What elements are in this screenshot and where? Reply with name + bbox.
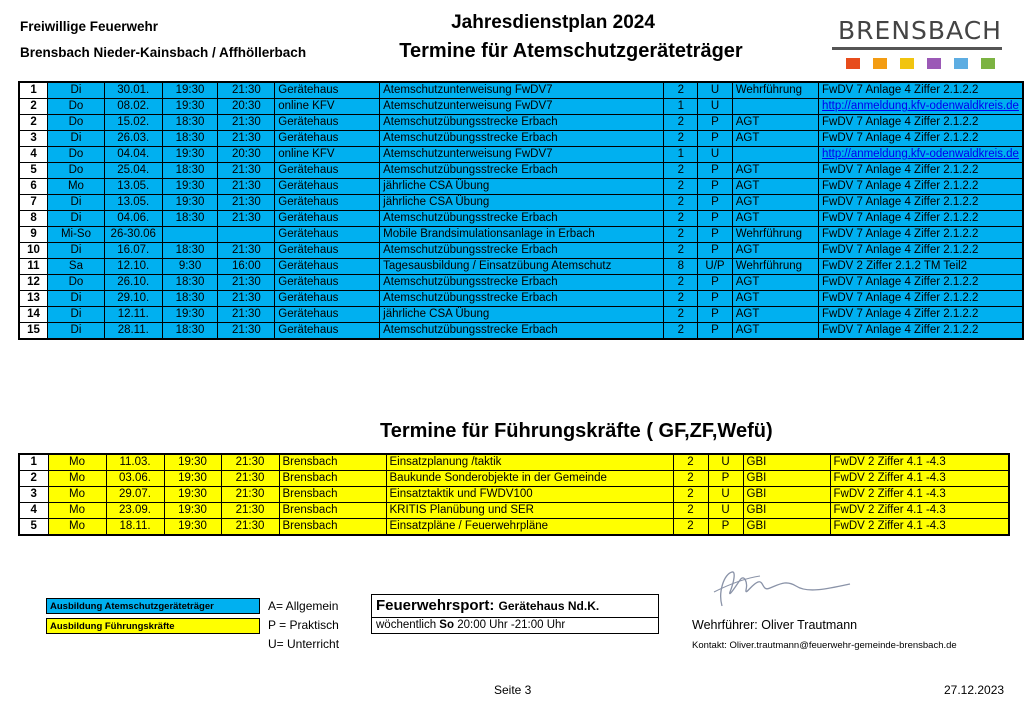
cell-date: 26.03. <box>104 131 162 147</box>
cell-ref: FwDV 2 Ziffer 4.1 -4.3 <box>830 519 1009 536</box>
sport-location: Gerätehaus Nd.K. <box>498 599 600 613</box>
cell-to: 21:30 <box>221 471 279 487</box>
cell-to: 20:30 <box>218 147 275 163</box>
cell-ref <box>819 147 1024 163</box>
table-row <box>19 163 1023 179</box>
cell-hours: 8 <box>664 259 698 275</box>
table-row <box>19 195 1023 211</box>
cell-from: 19:30 <box>164 519 221 536</box>
cell-place: Gerätehaus <box>275 291 380 307</box>
cell-nr: 8 <box>19 211 48 227</box>
cell-topic: Atemschutzunterweisung FwDV7 <box>380 99 664 115</box>
table-row <box>19 82 1023 99</box>
sport-header <box>372 595 658 618</box>
cell-by: AGT <box>732 211 818 227</box>
table-row <box>19 99 1023 115</box>
cell-place: Gerätehaus <box>275 307 380 323</box>
cell-by: AGT <box>732 131 818 147</box>
cell-type: P <box>708 519 743 536</box>
cell-hours: 2 <box>664 163 698 179</box>
cell-hours: 2 <box>664 211 698 227</box>
cell-type: P <box>698 275 733 291</box>
cell-place: Gerätehaus <box>275 275 380 291</box>
cell-date: 12.11. <box>104 307 162 323</box>
cell-by: AGT <box>732 291 818 307</box>
cell-type: P <box>698 307 733 323</box>
cell-ref: FwDV 7 Anlage 4 Ziffer 2.1.2.2 <box>819 211 1024 227</box>
cell-day: Di <box>48 211 105 227</box>
table-row <box>19 227 1023 243</box>
cell-day: Sa <box>48 259 105 275</box>
cell-ref: FwDV 2 Ziffer 4.1 -4.3 <box>830 454 1009 471</box>
cell-to: 21:30 <box>218 163 275 179</box>
cell-to: 21:30 <box>218 323 275 340</box>
cell-from: 18:30 <box>162 211 218 227</box>
cell-by: GBI <box>743 487 830 503</box>
cell-nr: 12 <box>19 275 48 291</box>
cell-to: 21:30 <box>218 291 275 307</box>
cell-hours: 1 <box>664 147 698 163</box>
cell-type: U <box>708 454 743 471</box>
cell-topic: Atemschutzübungsstrecke Erbach <box>380 323 664 340</box>
cell-day: Di <box>48 243 105 259</box>
cell-date: 11.03. <box>106 454 164 471</box>
cell-hours: 2 <box>673 471 708 487</box>
cell-type: P <box>698 291 733 307</box>
cell-nr: 4 <box>19 147 48 163</box>
table-row <box>19 519 1009 536</box>
cell-ref: FwDV 7 Anlage 4 Ziffer 2.1.2.2 <box>819 163 1024 179</box>
cell-to: 21:30 <box>218 211 275 227</box>
cell-to: 21:30 <box>221 503 279 519</box>
cell-topic: jährliche CSA Übung <box>380 179 664 195</box>
cell-date: 12.10. <box>104 259 162 275</box>
cell-nr: 1 <box>19 454 48 471</box>
cell-place: Gerätehaus <box>275 227 380 243</box>
cell-ref: FwDV 2 Ziffer 4.1 -4.3 <box>830 471 1009 487</box>
cell-date: 28.11. <box>104 323 162 340</box>
cell-place: Gerätehaus <box>275 82 380 99</box>
cell-day: Do <box>48 275 105 291</box>
cell-from: 19:30 <box>162 82 218 99</box>
cell-hours: 2 <box>664 323 698 340</box>
cell-nr: 1 <box>19 82 48 99</box>
cell-by: AGT <box>732 243 818 259</box>
cell-day: Di <box>48 291 105 307</box>
cell-from: 9:30 <box>162 259 218 275</box>
table-row <box>19 454 1009 471</box>
cell-from: 19:30 <box>162 307 218 323</box>
cell-date: 18.11. <box>106 519 164 536</box>
table-row <box>19 323 1023 340</box>
cell-ref <box>819 99 1024 115</box>
legend-key-a: A= Allgemein <box>268 599 339 613</box>
cell-nr: 2 <box>19 115 48 131</box>
table-row <box>19 291 1023 307</box>
cell-hours: 2 <box>664 227 698 243</box>
cell-to: 21:30 <box>218 179 275 195</box>
cell-ref: FwDV 7 Anlage 4 Ziffer 2.1.2.2 <box>819 82 1024 99</box>
legend-key-u: U= Unterricht <box>268 637 340 651</box>
cell-date: 13.05. <box>104 195 162 211</box>
atemschutz-table <box>18 81 1024 340</box>
cell-from: 19:30 <box>162 99 218 115</box>
cell-to: 21:30 <box>218 195 275 211</box>
logo-text: BRENSBACH <box>838 16 1002 45</box>
table-row <box>19 147 1023 163</box>
cell-by: Wehrführung <box>732 227 818 243</box>
cell-from: 19:30 <box>164 454 221 471</box>
cell-nr: 2 <box>19 99 48 115</box>
section-title-fuehrung: Termine für Führungskräfte ( GF,ZF,Wefü) <box>380 420 773 442</box>
table-row <box>19 131 1023 147</box>
cell-day: Di <box>48 131 105 147</box>
cell-date: 04.06. <box>104 211 162 227</box>
cell-to: 21:30 <box>218 275 275 291</box>
cell-type: U/P <box>698 259 733 275</box>
cell-date: 16.07. <box>104 243 162 259</box>
cell-by: AGT <box>732 163 818 179</box>
cell-place: Gerätehaus <box>275 163 380 179</box>
cell-type: P <box>698 179 733 195</box>
cell-place: Brensbach <box>279 503 386 519</box>
legend-key-p: P = Praktisch <box>268 618 339 632</box>
cell-by: AGT <box>732 323 818 340</box>
cell-place: Brensbach <box>279 454 386 471</box>
cell-type: P <box>698 115 733 131</box>
cell-day: Di <box>48 195 105 211</box>
cell-date: 04.04. <box>104 147 162 163</box>
cell-day: Mi-So <box>48 227 105 243</box>
cell-ref: FwDV 7 Anlage 4 Ziffer 2.1.2.2 <box>819 307 1024 323</box>
cell-from: 18:30 <box>162 323 218 340</box>
cell-type: P <box>698 163 733 179</box>
cell-day: Do <box>48 115 105 131</box>
cell-date: 29.07. <box>106 487 164 503</box>
organization-header <box>20 14 306 66</box>
cell-from: 19:30 <box>164 487 221 503</box>
cell-hours: 2 <box>664 131 698 147</box>
cell-nr: 4 <box>19 503 48 519</box>
cell-hours: 2 <box>664 291 698 307</box>
cell-type: P <box>698 323 733 340</box>
registration-link[interactable]: http://anmeldung.kfv-odenwaldkreis.de <box>822 100 1019 112</box>
cell-from: 18:30 <box>162 243 218 259</box>
cell-hours: 2 <box>664 275 698 291</box>
cell-day: Di <box>48 323 105 340</box>
logo-square <box>927 58 941 69</box>
cell-ref: FwDV 2 Ziffer 4.1 -4.3 <box>830 487 1009 503</box>
fuehrung-table <box>18 453 1010 536</box>
cell-date: 15.02. <box>104 115 162 131</box>
registration-link[interactable]: http://anmeldung.kfv-odenwaldkreis.de <box>822 148 1019 160</box>
org-line-2: Brensbach Nieder-Kainsbach / Affhöllerbach <box>20 45 307 60</box>
cell-topic: Atemschutzübungsstrecke Erbach <box>380 163 664 179</box>
document-date: 27.12.2023 <box>944 683 1005 697</box>
cell-ref: FwDV 2 Ziffer 2.1.2 TM Teil2 <box>819 259 1024 275</box>
cell-to <box>218 227 275 243</box>
cell-nr: 3 <box>19 131 48 147</box>
cell-place: Brensbach <box>279 487 386 503</box>
cell-topic: jährliche CSA Übung <box>380 307 664 323</box>
cell-place: Gerätehaus <box>275 323 380 340</box>
cell-ref: FwDV 7 Anlage 4 Ziffer 2.1.2.2 <box>819 115 1024 131</box>
cell-hours: 2 <box>673 503 708 519</box>
logo-square <box>873 58 887 69</box>
cell-day: Mo <box>48 454 106 471</box>
cell-hours: 1 <box>664 99 698 115</box>
cell-type: P <box>708 471 743 487</box>
cell-from <box>162 227 218 243</box>
logo-square <box>846 58 860 69</box>
cell-from: 18:30 <box>162 131 218 147</box>
cell-type: P <box>698 195 733 211</box>
cell-to: 21:30 <box>218 115 275 131</box>
contact-email: Kontakt: Oliver.trautmann@feuerwehr-gemeinde-brensbach.de <box>692 640 957 651</box>
cell-nr: 15 <box>19 323 48 340</box>
cell-date: 13.05. <box>104 179 162 195</box>
cell-hours: 2 <box>673 487 708 503</box>
table-row <box>19 307 1023 323</box>
cell-day: Mo <box>48 179 105 195</box>
cell-place: Gerätehaus <box>275 131 380 147</box>
page-title: Jahresdienstplan 2024 <box>451 12 655 33</box>
cell-place: Gerätehaus <box>275 243 380 259</box>
table-row <box>19 243 1023 259</box>
org-line-1: Freiwillige Feuerwehr <box>20 19 159 34</box>
cell-ref: FwDV 2 Ziffer 4.1 -4.3 <box>830 503 1009 519</box>
cell-by: AGT <box>732 275 818 291</box>
cell-nr: 5 <box>19 163 48 179</box>
cell-by: AGT <box>732 307 818 323</box>
cell-ref: FwDV 7 Anlage 4 Ziffer 2.1.2.2 <box>819 291 1024 307</box>
cell-to: 21:30 <box>218 82 275 99</box>
cell-topic: Atemschutzübungsstrecke Erbach <box>380 211 664 227</box>
cell-type: U <box>698 147 733 163</box>
cell-place: Gerätehaus <box>275 195 380 211</box>
cell-type: U <box>698 82 733 99</box>
cell-to: 16:00 <box>218 259 275 275</box>
cell-nr: 6 <box>19 179 48 195</box>
cell-type: U <box>708 503 743 519</box>
cell-nr: 11 <box>19 259 48 275</box>
cell-place: Brensbach <box>279 471 386 487</box>
legend-blue: Ausbildung Atemschutzgeräteträger <box>46 598 260 614</box>
cell-place: Gerätehaus <box>275 259 380 275</box>
cell-ref: FwDV 7 Anlage 4 Ziffer 2.1.2.2 <box>819 179 1024 195</box>
cell-type: P <box>698 243 733 259</box>
logo-square <box>981 58 995 69</box>
cell-date: 25.04. <box>104 163 162 179</box>
cell-type: P <box>698 211 733 227</box>
cell-hours: 2 <box>673 454 708 471</box>
cell-topic: Atemschutzunterweisung FwDV7 <box>380 82 664 99</box>
cell-by <box>732 147 818 163</box>
cell-date: 23.09. <box>106 503 164 519</box>
sport-schedule <box>372 618 658 633</box>
cell-to: 21:30 <box>221 519 279 536</box>
cell-by: GBI <box>743 519 830 536</box>
cell-by: AGT <box>732 195 818 211</box>
cell-nr: 10 <box>19 243 48 259</box>
sport-schedule-day: So <box>439 619 454 631</box>
cell-from: 19:30 <box>164 503 221 519</box>
cell-hours: 2 <box>664 307 698 323</box>
cell-place: Gerätehaus <box>275 211 380 227</box>
page-number: Seite 3 <box>494 683 532 697</box>
cell-topic: Atemschutzübungsstrecke Erbach <box>380 291 664 307</box>
cell-by <box>732 99 818 115</box>
cell-from: 18:30 <box>162 291 218 307</box>
cell-place: online KFV <box>275 99 380 115</box>
cell-nr: 13 <box>19 291 48 307</box>
cell-to: 21:30 <box>218 243 275 259</box>
cell-by: GBI <box>743 454 830 471</box>
cell-from: 19:30 <box>164 471 221 487</box>
cell-day: Do <box>48 147 105 163</box>
cell-day: Di <box>48 82 105 99</box>
signature-image <box>700 562 870 616</box>
cell-topic: Atemschutzübungsstrecke Erbach <box>380 275 664 291</box>
cell-from: 19:30 <box>162 179 218 195</box>
cell-nr: 5 <box>19 519 48 536</box>
legend-yellow: Ausbildung Führungskräfte <box>46 618 260 634</box>
cell-place: Gerätehaus <box>275 115 380 131</box>
table-row <box>19 487 1009 503</box>
cell-date: 03.06. <box>106 471 164 487</box>
cell-to: 20:30 <box>218 99 275 115</box>
feuerwehrsport-box <box>371 594 659 634</box>
cell-by: GBI <box>743 471 830 487</box>
table-row <box>19 115 1023 131</box>
cell-day: Di <box>48 307 105 323</box>
cell-day: Mo <box>48 519 106 536</box>
cell-topic: Tagesausbildung / Einsatzübung Atemschutz <box>380 259 664 275</box>
cell-to: 21:30 <box>218 307 275 323</box>
table-row <box>19 259 1023 275</box>
cell-from: 18:30 <box>162 115 218 131</box>
cell-date: 26-30.06 <box>104 227 162 243</box>
cell-day: Mo <box>48 503 106 519</box>
cell-topic: jährliche CSA Übung <box>380 195 664 211</box>
cell-topic: Atemschutzübungsstrecke Erbach <box>380 131 664 147</box>
cell-hours: 2 <box>664 179 698 195</box>
cell-hours: 2 <box>664 82 698 99</box>
cell-from: 19:30 <box>162 195 218 211</box>
cell-hours: 2 <box>673 519 708 536</box>
cell-topic: Atemschutzunterweisung FwDV7 <box>380 147 664 163</box>
logo-square <box>900 58 914 69</box>
cell-date: 08.02. <box>104 99 162 115</box>
cell-ref: FwDV 7 Anlage 4 Ziffer 2.1.2.2 <box>819 275 1024 291</box>
cell-from: 18:30 <box>162 275 218 291</box>
sport-schedule-prefix: wöchentlich <box>376 619 437 631</box>
table-row <box>19 503 1009 519</box>
cell-hours: 2 <box>664 195 698 211</box>
cell-date: 26.10. <box>104 275 162 291</box>
cell-nr: 14 <box>19 307 48 323</box>
cell-nr: 2 <box>19 471 48 487</box>
cell-type: P <box>698 227 733 243</box>
cell-nr: 9 <box>19 227 48 243</box>
cell-topic: Einsatzplanung /taktik <box>386 454 673 471</box>
cell-topic: Einsatztaktik und FWDV100 <box>386 487 673 503</box>
cell-topic: Atemschutzübungsstrecke Erbach <box>380 243 664 259</box>
cell-ref: FwDV 7 Anlage 4 Ziffer 2.1.2.2 <box>819 131 1024 147</box>
cell-topic: Mobile Brandsimulationsanlage in Erbach <box>380 227 664 243</box>
cell-by: GBI <box>743 503 830 519</box>
cell-type: U <box>698 99 733 115</box>
cell-date: 30.01. <box>104 82 162 99</box>
cell-day: Mo <box>48 487 106 503</box>
table-row <box>19 211 1023 227</box>
cell-type: P <box>698 131 733 147</box>
logo-square <box>954 58 968 69</box>
table-row <box>19 471 1009 487</box>
cell-ref: FwDV 7 Anlage 4 Ziffer 2.1.2.2 <box>819 243 1024 259</box>
logo-underline <box>832 47 1002 50</box>
cell-topic: Atemschutzübungsstrecke Erbach <box>380 115 664 131</box>
cell-from: 18:30 <box>162 163 218 179</box>
cell-from: 19:30 <box>162 147 218 163</box>
table-row <box>19 275 1023 291</box>
section-title-atemschutz: Termine für Atemschutzgeräteträger <box>399 40 743 62</box>
cell-nr: 7 <box>19 195 48 211</box>
cell-to: 21:30 <box>218 131 275 147</box>
cell-day: Mo <box>48 471 106 487</box>
cell-place: online KFV <box>275 147 380 163</box>
cell-type: U <box>708 487 743 503</box>
cell-place: Brensbach <box>279 519 386 536</box>
sport-title: Feuerwehrsport: <box>376 597 495 614</box>
cell-hours: 2 <box>664 115 698 131</box>
wehrfuehrer-name: Wehrführer: Oliver Trautmann <box>692 618 858 632</box>
cell-by: AGT <box>732 115 818 131</box>
cell-hours: 2 <box>664 243 698 259</box>
cell-by: Wehrführung <box>732 82 818 99</box>
cell-topic: KRITIS Planübung und SER <box>386 503 673 519</box>
brensbach-logo <box>832 14 1002 74</box>
sport-schedule-time: 20:00 Uhr -21:00 Uhr <box>457 619 566 631</box>
cell-nr: 3 <box>19 487 48 503</box>
cell-place: Gerätehaus <box>275 179 380 195</box>
cell-to: 21:30 <box>221 454 279 471</box>
cell-topic: Einsatzpläne / Feuerwehrpläne <box>386 519 673 536</box>
cell-by: Wehrführung <box>732 259 818 275</box>
cell-day: Do <box>48 99 105 115</box>
cell-ref: FwDV 7 Anlage 4 Ziffer 2.1.2.2 <box>819 195 1024 211</box>
cell-topic: Baukunde Sonderobjekte in der Gemeinde <box>386 471 673 487</box>
cell-ref: FwDV 7 Anlage 4 Ziffer 2.1.2.2 <box>819 227 1024 243</box>
cell-day: Do <box>48 163 105 179</box>
cell-by: AGT <box>732 179 818 195</box>
table-row <box>19 179 1023 195</box>
cell-to: 21:30 <box>221 487 279 503</box>
cell-ref: FwDV 7 Anlage 4 Ziffer 2.1.2.2 <box>819 323 1024 340</box>
cell-date: 29.10. <box>104 291 162 307</box>
